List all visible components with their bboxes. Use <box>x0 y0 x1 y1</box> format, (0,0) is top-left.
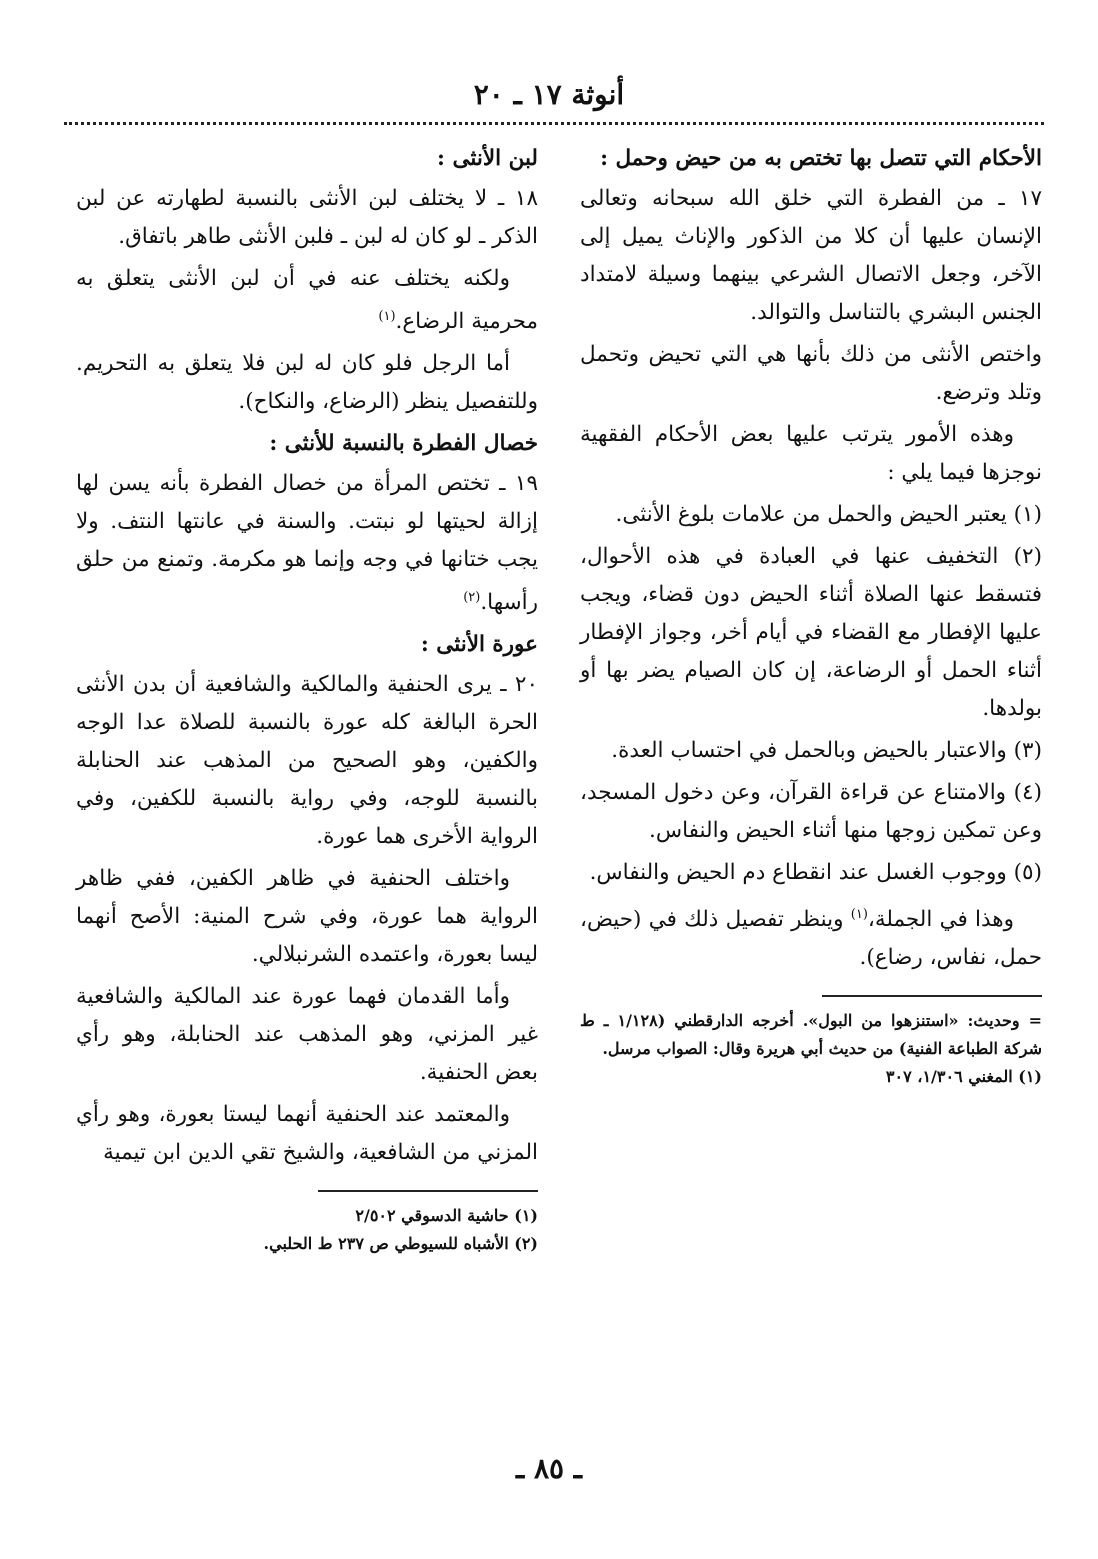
paragraph-18-c: أما الرجل فلو كان له لبن فلا يتعلق به التحريم. وللتفصيل ينظر (الرضاع، والنكاح). <box>76 351 538 415</box>
footnote-1-left: (١) حاشية الدسوقي ٢/٥٠٢ <box>355 1206 538 1226</box>
section-heading-fitrah: خصال الفطرة بالنسبة للأنثى : <box>269 431 538 457</box>
page-number: ـ ٨٥ ـ <box>516 1452 582 1485</box>
footnote-marker: (٢) <box>463 590 481 606</box>
footnote-rule <box>822 995 1042 997</box>
section-heading-awrah: عورة الأنثى : <box>420 632 538 658</box>
item-2: (٢) التخفيف عنها في العبادة في هذه الأحوال، فتسقط عنها الصلاة أثناء الحيض دون قضاء، ويجب عليها الإفطار مع القضاء في أيام أخر، وجواز الإفطار أثناء الحمل أو الرضاعة، إن كان الصيام يضر بها أو بولدها. <box>580 544 1042 721</box>
paragraph-17-c: وهذه الأمور يترتب عليها بعض الأحكام الفقهية نوجزها فيما يلي : <box>580 422 1042 485</box>
item-1: (١) يعتبر الحيض والحمل من علامات بلوغ الأنثى. <box>615 502 1042 527</box>
paragraph-20-c: وأما القدمان فهما عورة عند المالكية والشافعية غير المزني، وهو المذهب عند الحنابلة، وهو رأي بعض الحنفية. <box>76 984 538 1086</box>
footnotes-left <box>76 1202 538 1258</box>
section-heading-pregnancy: الأحكام التي تتصل بها تختص به من حيض وحمل : <box>600 146 1042 171</box>
footnotes-right <box>580 1007 1042 1091</box>
running-header: أنوثة ١٧ ـ ٢٠ <box>473 78 625 111</box>
section-heading-milk: لبن الأنثى : <box>437 146 538 171</box>
paragraph-18-b <box>76 260 538 341</box>
footnote-rule <box>318 1190 538 1192</box>
footnote-1-right: (١) المغني ١/٣٠٦، ٣٠٧ <box>885 1067 1042 1087</box>
paragraph-17: ١٧ ـ من الفطرة التي خلق الله سبحانه وتعالى الإنسان عليها أن كلا من الذكور والإناث يميل إلى الآخر، وجعل الاتصال الشرعي بينهما وسيلة لامتداد الجنس البشري بالتناسل والتوالد. <box>580 186 1042 325</box>
item-5: (٥) ووجوب الغسل عند انقطاع دم الحيض والنفاس. <box>589 860 1042 885</box>
right-column <box>580 140 1042 1091</box>
paragraph-19-text: ١٩ ـ تختص المرأة من خصال الفطرة بأنه يسن لها إزالة لحيتها لو نبتت. والسنة في عانتها النتف. ولا يجب ختانها في وجه وإنما هو مكرمة. وتمنع من حلق رأسها. <box>76 471 538 616</box>
footnote-continuation: = وحديث: «استنزهوا من البول». أخرجه الدارقطني (١/١٢٨ ـ ط شركة الطباعة الفنية) من حديث أبي هريرة وقال: الصواب مرسل. <box>580 1011 1042 1059</box>
footnote-marker: (١) <box>378 309 396 324</box>
summary-text-before: وهذا في الجملة، <box>867 907 1014 933</box>
paragraph-20-b: واختلف الحنفية في ظاهر الكفين، ففي ظاهر الرواية هما عورة، وفي شرح المنية: الأصح أنهما ليسا بعورة، واعتمده الشرنبلالي. <box>76 866 538 968</box>
paragraph-summary <box>580 896 1042 977</box>
paragraph-17-b: واختص الأنثى من ذلك بأنها هي التي تحيض وتحمل وتلد وترضع. <box>580 342 1042 405</box>
paragraph-20: ٢٠ ـ يرى الحنفية والمالكية والشافعية أن بدن الأنثى الحرة البالغة كله عورة بالنسبة للصلاة عدا الوجه والكفين، وهو الصحيح من المذهب عند الحنابلة بالنسبة للوجه، وفي رواية بالنسبة للكفين، وفي الرواية الأخرى هما عورة. <box>76 672 538 850</box>
paragraph-18: ١٨ ـ لا يختلف لبن الأنثى بالنسبة لطهارته عن لبن الذكر ـ لو كان له لبن ـ فلبن الأنثى طاهر باتفاق. <box>76 186 538 249</box>
paragraph-18-b-text: ولكنه يختلف عنه في أن لبن الأنثى يتعلق به محرمية الرضاع. <box>76 266 538 335</box>
summary-text-after: وينظر تفصيل ذلك في (حيض، حمل، نفاس، رضاع). <box>580 907 1042 971</box>
item-3: (٣) والاعتبار بالحيض وبالحمل في احتساب العدة. <box>611 738 1042 763</box>
left-column <box>76 140 538 1258</box>
paragraph-20-d: والمعتمد عند الحنفية أنهما ليستا بعورة، وهو رأي المزني من الشافعية، والشيخ تقي الدين ابن تيمية <box>76 1102 538 1166</box>
footnote-marker: (١) <box>850 907 868 922</box>
paragraph-19 <box>76 465 538 622</box>
header-dotted-rule <box>64 122 1044 125</box>
footnote-2-left: (٢) الأشباه للسيوطي ص ٢٣٧ ط الحلبي. <box>263 1234 538 1254</box>
item-4: (٤) والامتناع عن قراءة القرآن، وعن دخول المسجد، وعن تمكين زوجها منها أثناء الحيض والنفاس. <box>580 780 1042 843</box>
